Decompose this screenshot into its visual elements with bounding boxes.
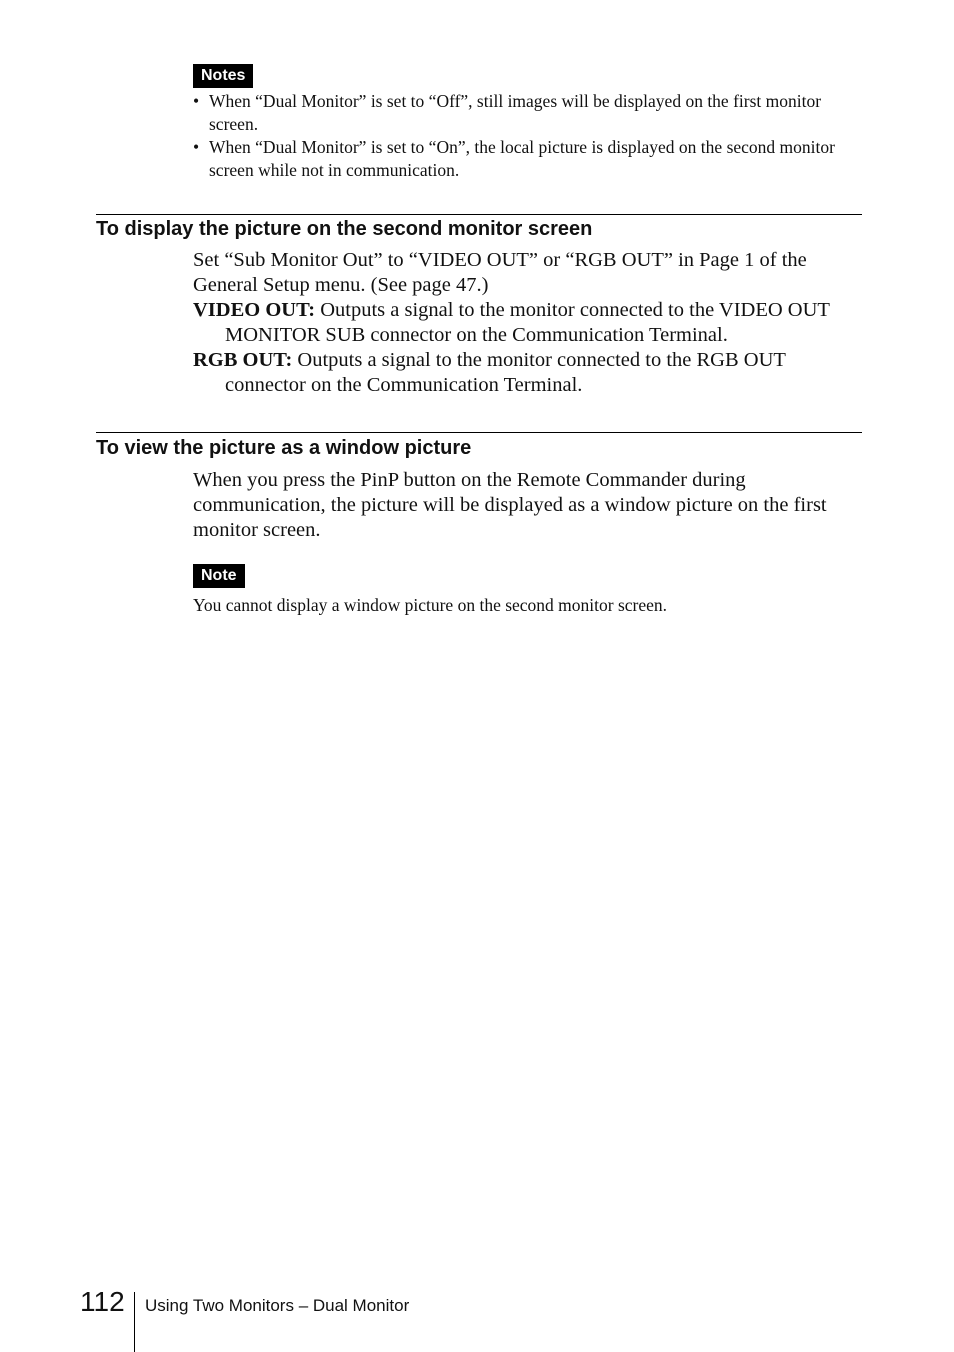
notes-list (193, 90, 843, 182)
section-heading: To view the picture as a window picture (96, 437, 472, 459)
section-paragraph: When you press the PinP button on the Remote Commander during communication, the picture will be displayed as a window picture on the first monitor screen. (193, 469, 827, 541)
definition-video-out (193, 298, 863, 348)
section-body (193, 248, 863, 398)
page-number: 112 (80, 1286, 125, 1317)
list-item: • When “Dual Monitor” is set to “Off”, still images will be displayed on the first monitor screen. (193, 91, 822, 134)
note-label: Note (193, 564, 245, 588)
definition-term: VIDEO OUT: (193, 299, 316, 321)
section-heading: To display the picture on the second monitor screen (96, 218, 593, 240)
bullet-icon: • (193, 91, 200, 111)
definition-text: Outputs a signal to the monitor connected to the RGB OUT connector on the Communication Terminal. (225, 349, 786, 396)
definition-rgb-out (193, 348, 863, 398)
section-divider (96, 432, 862, 433)
bullet-icon: • (193, 137, 200, 157)
footer-section-title: Using Two Monitors – Dual Monitor (145, 1296, 410, 1315)
notes-label: Notes (193, 64, 253, 88)
footer-divider (134, 1292, 135, 1352)
intro-paragraph: Set “Sub Monitor Out” to “VIDEO OUT” or “RGB OUT” in Page 1 of the General Setup menu. (See page 47.) (193, 249, 807, 296)
list-item: • When “Dual Monitor” is set to “On”, the local picture is displayed on the second monitor screen while not in communication. (193, 137, 835, 180)
definition-text: Outputs a signal to the monitor connected to the VIDEO OUT MONITOR SUB connector on the Communication Terminal. (225, 299, 830, 346)
note-text: You cannot display a window picture on the second monitor screen. (193, 595, 668, 615)
section-divider (96, 214, 862, 215)
definition-term: RGB OUT: (193, 349, 293, 371)
